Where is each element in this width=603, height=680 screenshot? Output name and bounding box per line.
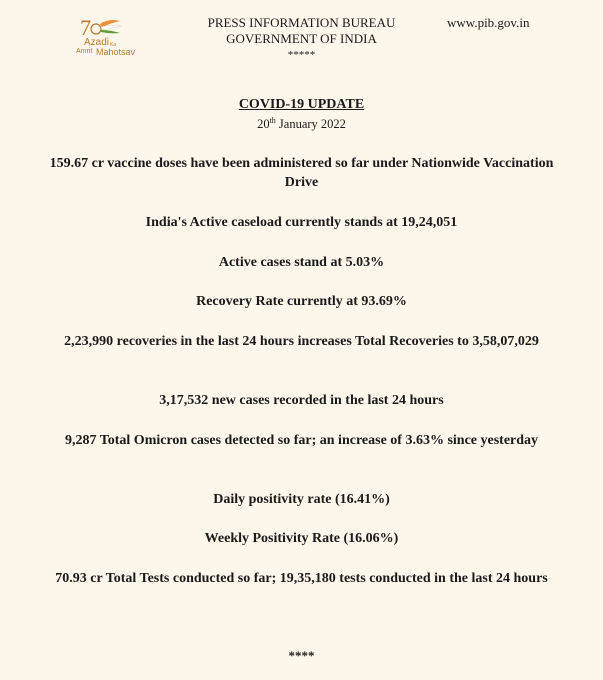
logo-ka-text: Ka [110,42,117,48]
update-point: 159.67 cr vaccine doses have been administered so far under Nationwide Vaccination Drive [49,156,554,190]
footer-stars: **** [288,648,315,663]
date-day: 20 [257,117,270,131]
update-point: Recovery Rate currently at 93.69% [196,294,407,309]
logo-azadi-text: Azadi [84,37,110,48]
update-point: India's Active caseload currently stands at 19,24,051 [145,215,458,230]
update-point: Weekly Positivity Rate (16.06%) [204,531,399,546]
update-point: 3,17,532 new cases recorded in the last 24 hours [159,393,444,408]
update-title: COVID-19 UPDATE [238,97,365,112]
update-point: 70.93 cr Total Tests conducted so far; 19,35,180 tests conducted in the last 24 hours [55,571,548,586]
logo-mahotsav-text: Mahotsav [96,47,136,57]
svg-text:7: 7 [80,15,91,39]
gov-name: GOVERNMENT OF INDIA [226,31,377,46]
date-month-year: January 2022 [275,117,346,131]
update-point: 2,23,990 recoveries in the last 24 hours increases Total Recoveries to 3,58,07,029 [64,334,539,349]
update-point: Daily positivity rate (16.41%) [213,492,390,507]
website-link[interactable]: www.pib.gov.in [447,15,530,30]
org-name: PRESS INFORMATION BUREAU [207,15,396,30]
date-suffix: th [269,115,276,125]
update-date [0,117,603,132]
update-point: 9,287 Total Omicron cases detected so far; an increase of 3.63% since yesterday [64,433,539,448]
header-stars: ***** [287,49,316,61]
update-point: Active cases stand at 5.03% [218,255,385,270]
logo-amrit-text: Amrit [76,48,93,55]
